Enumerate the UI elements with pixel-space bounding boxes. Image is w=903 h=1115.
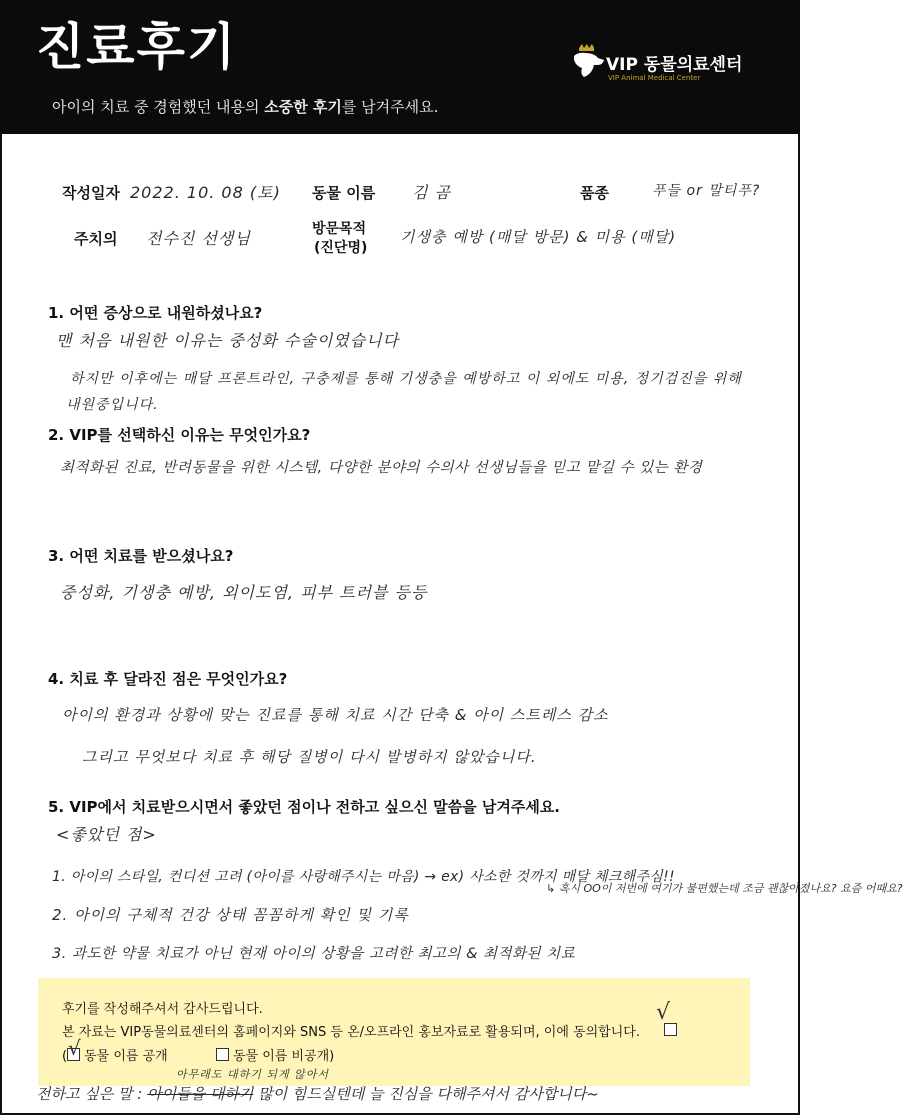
question-2: 2. VIP를 선택하신 이유는 무엇인가요?: [48, 426, 311, 444]
page-subtitle: 아이의 치료 중 경험했던 내용의 소중한 후기를 남겨주세요.: [52, 98, 439, 116]
answer-5-item-1: 1. 아이의 스타일, 컨디션 고려 (아이를 사랑해주시는 마음) → ex) 사소한 것까지 매달 체크해주심!!: [52, 869, 675, 885]
doctor-label: 주치의: [74, 230, 118, 248]
closing-insert: 아무래도 대하기 되게 않아서: [176, 1068, 330, 1081]
answer-5-heading: <좋았던 점>: [56, 825, 157, 844]
pet-name-value: 김 곰: [412, 183, 451, 202]
vip-logo: [570, 42, 770, 92]
private-name-checkbox[interactable]: [216, 1048, 229, 1061]
private-name-label: 동물 이름 비공개): [232, 1049, 335, 1064]
closing-line: [36, 1083, 599, 1104]
answer-4-line-1: 아이의 환경과 상황에 맞는 진료를 통해 치료 시간 단축 & 아이 스트레스 감소: [62, 706, 609, 724]
answer-1-line-2: 하지만 이후에는 매달 프론트라인, 구충제를 통해 기생충을 예방하고 이 외에도 미용, 정기검진을 위해: [70, 371, 742, 387]
question-3: 3. 어떤 치료를 받으셨나요?: [48, 547, 234, 565]
answer-1-line-3: 내원중입니다.: [66, 397, 159, 413]
dog-logo-icon: [570, 44, 606, 80]
purpose-label: 방문목적: [312, 221, 367, 237]
closing-label: 전하고 싶은 말 :: [36, 1085, 143, 1103]
answer-2-line-1: 최적화된 진료, 반려동물을 위한 시스템, 다양한 분야의 수의사 선생님들을 믿고 맡길 수 있는 환경: [60, 460, 703, 476]
answer-5-item-1-note: ↳ 혹시 OO이 저번에 여기가 불편했는데 조금 괜찮아졌나요? 요즘 어때요?: [546, 882, 903, 895]
public-name-label: 동물 이름 공개: [84, 1049, 168, 1064]
question-5: 5. VIP에서 치료받으시면서 좋았던 점이나 전하고 싶으신 말씀을 남겨주세요.: [48, 798, 561, 816]
answer-1-line-1: 맨 처음 내원한 이유는 중성화 수술이였습니다: [56, 331, 400, 350]
purpose-label-sub: (진단명): [314, 240, 368, 256]
page-title: 진료후기: [36, 18, 238, 76]
consent-options: ( 동물 이름 공개 동물 이름 비공개): [62, 1049, 335, 1064]
header: [0, 0, 800, 134]
logo-subtext: VIP Animal Medical Center: [608, 74, 701, 82]
consent-box: [38, 978, 750, 1086]
date-value: 2022. 10. 08 (토): [130, 183, 281, 202]
breed-value: 푸들 or 말티푸?: [652, 183, 761, 199]
doctor-value: 전수진 선생님: [146, 229, 251, 248]
consent-thanks: 후기를 작성해주셔서 감사드립니다.: [62, 1002, 263, 1017]
closing-text: 많이 힘드실텐데 늘 진심을 다해주셔서 감사합니다~: [258, 1085, 599, 1103]
answer-5-item-2: 2. 아이의 구체적 건강 상태 꼼꼼하게 확인 및 기록: [52, 906, 409, 924]
agree-check-mark: √: [656, 1000, 671, 1025]
date-label: 작성일자: [62, 184, 120, 202]
breed-label: 품종: [580, 184, 609, 202]
answer-4-line-2: 그리고 무엇보다 치료 후 해당 질병이 다시 발병하지 않았습니다.: [82, 748, 537, 766]
answer-3-line-1: 중성화, 기생충 예방, 외이도염, 피부 트러블 등등: [60, 583, 428, 602]
closing-crossed: 아이들을 대하기: [147, 1085, 254, 1103]
question-1: 1. 어떤 증상으로 내원하셨나요?: [48, 304, 263, 322]
public-check-mark: √: [68, 1036, 81, 1060]
question-4: 4. 치료 후 달라진 점은 무엇인가요?: [48, 670, 288, 688]
answer-5-item-3: 3. 과도한 약물 치료가 아닌 현재 아이의 상황을 고려한 최고의 & 최적화된 치료: [52, 946, 576, 962]
purpose-value: 기생충 예방 (매달 방문) & 미용 (매달): [400, 228, 677, 246]
logo-text: VIP 동물의료센터: [606, 55, 743, 75]
consent-agreement: 본 자료는 VIP동물의료센터의 홈페이지와 SNS 등 온/오프라인 홍보자료로 활용되며, 이에 동의합니다.: [62, 1025, 640, 1040]
pet-name-label: 동물 이름: [312, 184, 376, 202]
